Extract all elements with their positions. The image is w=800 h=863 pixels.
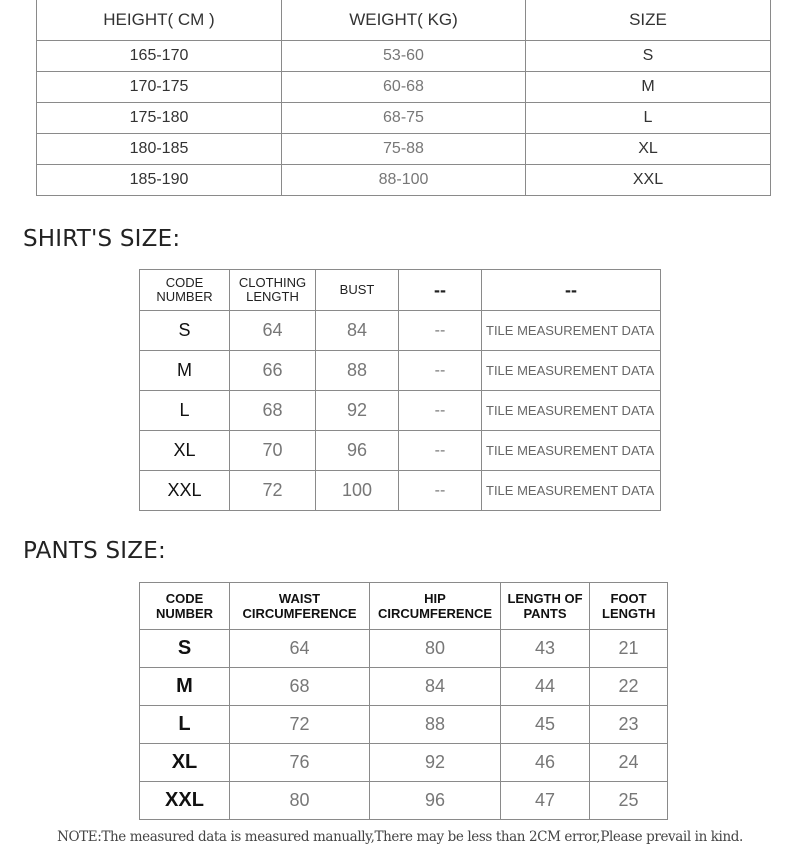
bust-cell: 96 [316,431,399,471]
shirt-size-table [139,269,661,511]
code-cell: S [140,311,230,351]
header-clothing-length: CLOTHING LENGTH [230,270,316,311]
height-cell: 185-190 [37,165,282,196]
waist-cell: 80 [230,782,370,820]
hip-cell: 92 [370,744,501,782]
length-cell: 72 [230,471,316,511]
code-cell: XXL [140,782,230,820]
waist-cell: 76 [230,744,370,782]
header-foot-length: FOOT LENGTH [590,583,668,630]
header-blank-2: -- [482,270,661,311]
table-header-row [140,583,668,630]
foot-length-cell: 22 [590,668,668,706]
table-row [140,782,668,820]
hip-cell: 84 [370,668,501,706]
weight-cell: 68-75 [282,103,526,134]
height-cell: 180-185 [37,134,282,165]
header-height: HEIGHT( CM ) [37,0,282,41]
blank-cell: -- [399,351,482,391]
table-row [140,351,661,391]
table-row [140,706,668,744]
pants-length-cell: 46 [501,744,590,782]
table-row [140,630,668,668]
table-row [140,391,661,431]
header-code-number: CODE NUMBER [140,583,230,630]
hip-cell: 88 [370,706,501,744]
measurement-note-cell: TILE MEASUREMENT DATA [482,351,661,391]
code-cell: S [140,630,230,668]
table-row [140,311,661,351]
code-cell: L [140,391,230,431]
weight-cell: 60-68 [282,72,526,103]
waist-cell: 68 [230,668,370,706]
height-cell: 170-175 [37,72,282,103]
foot-length-cell: 23 [590,706,668,744]
length-cell: 64 [230,311,316,351]
hip-cell: 80 [370,630,501,668]
header-weight: WEIGHT( KG) [282,0,526,41]
table-row [140,744,668,782]
header-size: SIZE [526,0,771,41]
length-cell: 68 [230,391,316,431]
header-waist-circumference: WAIST CIRCUMFERENCE [230,583,370,630]
table-row [37,72,771,103]
header-blank-1: -- [399,270,482,311]
pants-size-title: PANTS SIZE: [23,538,166,564]
bust-cell: 92 [316,391,399,431]
size-cell: XL [526,134,771,165]
header-hip-circumference: HIP CIRCUMFERENCE [370,583,501,630]
header-code-number: CODE NUMBER [140,270,230,311]
pants-length-cell: 43 [501,630,590,668]
header-bust: BUST [316,270,399,311]
size-cell: S [526,41,771,72]
table-row [140,471,661,511]
code-cell: XL [140,431,230,471]
code-cell: M [140,351,230,391]
measurement-note-cell: TILE MEASUREMENT DATA [482,431,661,471]
pants-size-table [139,582,668,820]
table-row [140,668,668,706]
size-cell: M [526,72,771,103]
bust-cell: 100 [316,471,399,511]
bust-cell: 84 [316,311,399,351]
waist-cell: 64 [230,630,370,668]
code-cell: L [140,706,230,744]
length-cell: 70 [230,431,316,471]
height-cell: 165-170 [37,41,282,72]
height-cell: 175-180 [37,103,282,134]
weight-cell: 88-100 [282,165,526,196]
table-header-row [140,270,661,311]
pants-length-cell: 44 [501,668,590,706]
weight-cell: 53-60 [282,41,526,72]
pants-length-cell: 47 [501,782,590,820]
code-cell: XL [140,744,230,782]
bust-cell: 88 [316,351,399,391]
measurement-note-cell: TILE MEASUREMENT DATA [482,471,661,511]
blank-cell: -- [399,311,482,351]
length-cell: 66 [230,351,316,391]
header-length-of-pants: LENGTH OF PANTS [501,583,590,630]
measurement-note: NOTE:The measured data is measured manually,There may be less than 2CM error,Please prevail in kind. [57,829,743,845]
size-cell: L [526,103,771,134]
foot-length-cell: 25 [590,782,668,820]
weight-cell: 75-88 [282,134,526,165]
waist-cell: 72 [230,706,370,744]
measurement-note-cell: TILE MEASUREMENT DATA [482,311,661,351]
hip-cell: 96 [370,782,501,820]
code-cell: XXL [140,471,230,511]
table-header-row [37,0,771,41]
blank-cell: -- [399,391,482,431]
table-row [37,165,771,196]
code-cell: M [140,668,230,706]
foot-length-cell: 24 [590,744,668,782]
blank-cell: -- [399,471,482,511]
table-row [140,431,661,471]
blank-cell: -- [399,431,482,471]
foot-length-cell: 21 [590,630,668,668]
table-row [37,41,771,72]
pants-length-cell: 45 [501,706,590,744]
size-chart-table [36,0,771,196]
shirt-size-title: SHIRT'S SIZE: [23,226,181,252]
table-row [37,103,771,134]
table-row [37,134,771,165]
size-cell: XXL [526,165,771,196]
measurement-note-cell: TILE MEASUREMENT DATA [482,391,661,431]
